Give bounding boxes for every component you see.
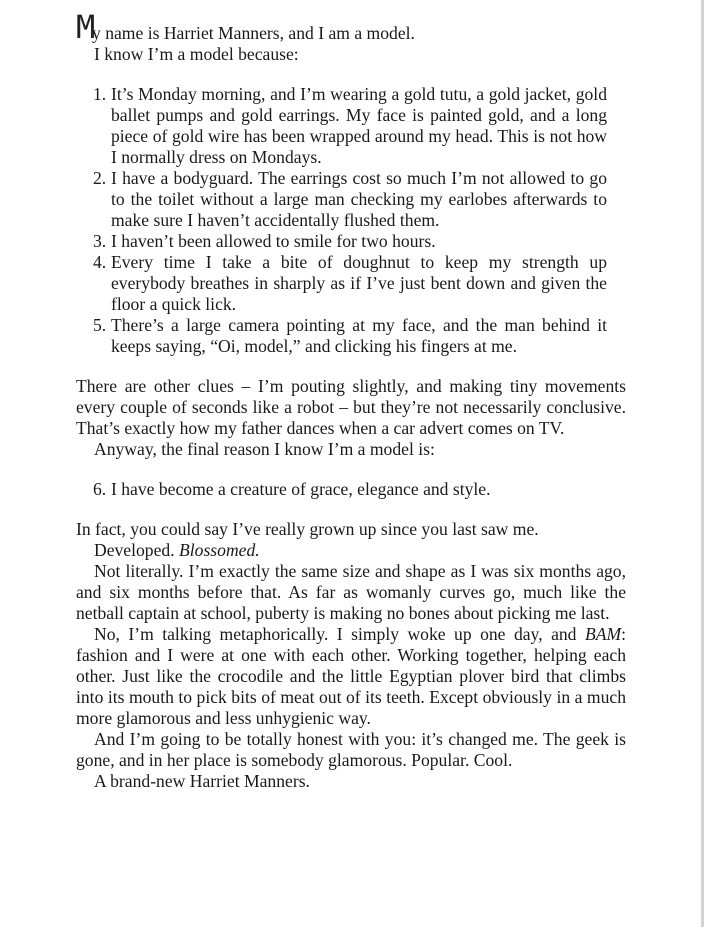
clues-paragraph: There are other clues – I’m pouting slightly, and making tiny movements every couple of seconds like a robot – but they’re not necessarily conclusive. That’s exactly how my father dances when a car advert comes on TV. bbox=[76, 376, 626, 438]
list-item bbox=[93, 84, 607, 168]
reasons-list bbox=[93, 84, 607, 357]
list-text: It’s Monday morning, and I’m wearing a gold tutu, a gold jacket, gold ballet pumps and gold earrings. My face is painted gold, and a long piece of gold wire has been wrapped around my head. This is not how I normally dress on Mondays. bbox=[111, 84, 607, 167]
intro-line: I know I’m a model because: bbox=[94, 44, 299, 64]
drop-cap: M bbox=[76, 8, 96, 46]
blossomed-text: Blossomed. bbox=[179, 540, 260, 560]
list-number: 1. bbox=[93, 84, 107, 104]
list-number: 6. bbox=[93, 479, 107, 499]
list-item bbox=[93, 252, 607, 315]
honest-paragraph: And I’m going to be totally honest with you: it’s changed me. The geek is gone, and in her place is somebody glamorous. Popular. Cool. bbox=[76, 729, 626, 770]
list-number: 2. bbox=[93, 168, 107, 188]
list-item bbox=[93, 479, 626, 500]
list-item bbox=[93, 315, 607, 357]
book-page bbox=[76, 10, 626, 792]
list-item bbox=[93, 168, 607, 231]
list-text: I have become a creature of grace, elegance and style. bbox=[111, 479, 491, 499]
opening-paragraph bbox=[76, 8, 626, 46]
list-number: 4. bbox=[93, 252, 107, 272]
list-text: I haven’t been allowed to smile for two hours. bbox=[111, 231, 436, 251]
list-text: There’s a large camera pointing at my face, and the man behind it keeps saying, “Oi, model,” and clicking his fingers at me. bbox=[111, 315, 607, 356]
bam-text: BAM bbox=[584, 624, 622, 644]
literally-paragraph: Not literally. I’m exactly the same size and shape as I was six months ago, and six months before that. As far as womanly curves go, much like the netball captain at school, puberty is making no bones about picking me last. bbox=[76, 561, 626, 623]
final-intro-line: Anyway, the final reason I know I’m a model is: bbox=[94, 439, 435, 459]
closing-line: A brand-new Harriet Manners. bbox=[94, 771, 310, 791]
list-number: 3. bbox=[93, 231, 107, 251]
metaphor-before: No, I’m talking metaphorically. I simply woke up one day, and bbox=[94, 624, 577, 644]
metaphor-paragraph bbox=[76, 624, 626, 729]
opening-text: y name is Harriet Manners, and I am a model. bbox=[92, 23, 415, 43]
list-text: Every time I take a bite of doughnut to keep my strength up everybody breathes in sharply as if I’ve just bent down and given the floor a quick lick. bbox=[111, 252, 607, 314]
developed-line bbox=[76, 540, 626, 561]
metaphor-after: : fashion and I were at one with each other. Working together, helping each other. Just like the crocodile and the little Egyptian plover bird that climbs into its mouth to pick bits of meat out of its teeth. Except obviously in a much more glamorous and less unhygienic way. bbox=[76, 624, 626, 728]
grown-up-line: In fact, you could say I’ve really grown up since you last saw me. bbox=[76, 519, 539, 539]
list-text: I have a bodyguard. The earrings cost so much I’m not allowed to go to the toilet without a large man checking my earlobes afterwards to make sure I haven’t accidentally flushed them. bbox=[111, 168, 607, 230]
developed-text: Developed. bbox=[94, 540, 175, 560]
final-reason-list bbox=[93, 479, 626, 500]
list-item bbox=[93, 231, 607, 252]
list-number: 5. bbox=[93, 315, 107, 335]
